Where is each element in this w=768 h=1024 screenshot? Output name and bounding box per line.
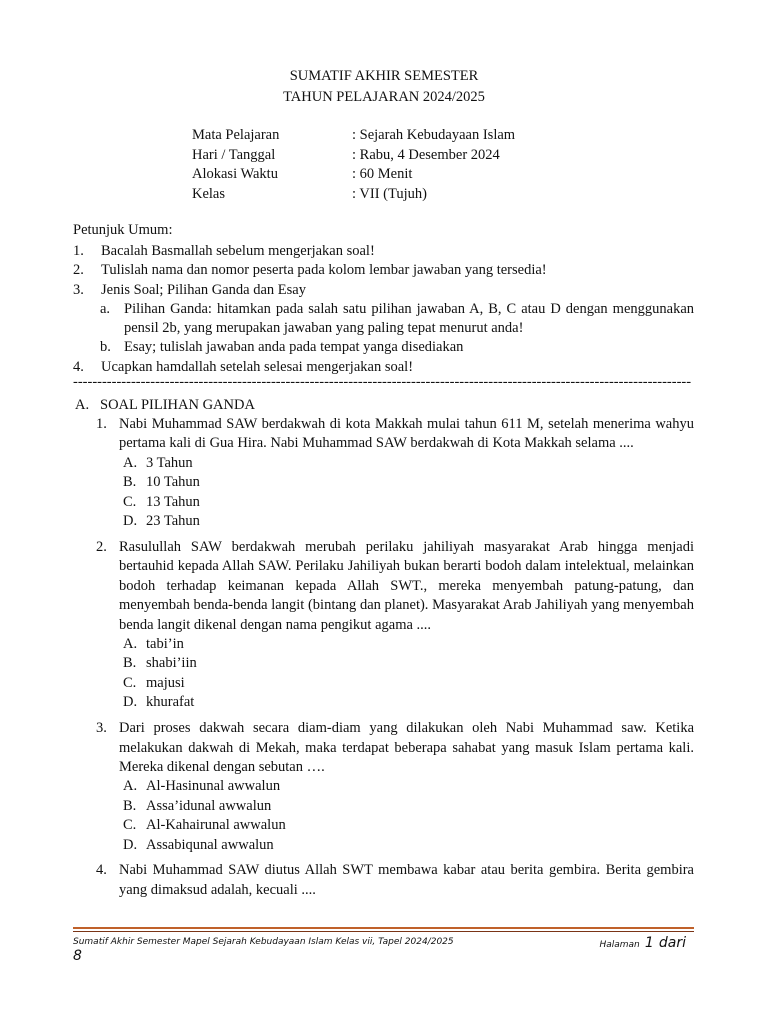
info-label: Alokasi Waktu	[192, 166, 278, 183]
option-item	[119, 512, 694, 531]
info-value: : VII (Tujuh)	[352, 185, 427, 202]
option-letter: D.	[123, 836, 138, 853]
instruction-text: Jenis Soal; Pilihan Ganda dan Esay	[101, 281, 306, 298]
question-text: Dari proses dakwah secara diam-diam yang dilakukan oleh Nabi Muhammad saw. Ketika melakukan dakwah di Mekah, maka terdapat beberapa sahabat yang masuk Islam pertama kali. Mereka dikenal dengan sebutan ….	[119, 720, 694, 775]
instruction-text: Ucapkan hamdallah setelah selesai mengerjakan soal!	[101, 358, 414, 375]
option-text: tabi’in	[146, 635, 184, 652]
info-row-date	[192, 146, 515, 166]
option-item	[119, 693, 694, 712]
info-row-subject	[192, 126, 515, 146]
academic-year-title: TAHUN PELAJARAN 2024/2025	[283, 89, 485, 105]
instructions-list	[73, 242, 694, 377]
info-value: : Rabu, 4 Desember 2024	[352, 146, 500, 163]
option-item	[119, 816, 694, 835]
instruction-subitem-letter: a.	[100, 300, 111, 317]
page-total: 8	[73, 948, 82, 964]
question-number: 1.	[96, 416, 107, 432]
option-text: majusi	[146, 674, 185, 691]
option-letter: A.	[123, 778, 138, 795]
option-item	[119, 836, 694, 855]
question-item	[96, 538, 694, 713]
instruction-subitem	[73, 338, 694, 357]
option-text: Assa’idunal awwalun	[146, 797, 272, 814]
option-letter: B.	[123, 797, 137, 814]
option-item	[119, 473, 694, 492]
instruction-item	[73, 242, 694, 261]
question-number: 3.	[96, 720, 107, 737]
option-text: 23 Tahun	[146, 513, 200, 530]
option-text: Assabiqunal awwalun	[146, 836, 274, 853]
footer-rule-top	[73, 927, 694, 929]
option-text: 3 Tahun	[146, 454, 193, 471]
option-letter: A.	[123, 635, 138, 652]
option-letter: A.	[123, 454, 138, 471]
option-text: shabi’iin	[146, 655, 197, 672]
info-value: : 60 Menit	[352, 166, 413, 183]
instruction-subitem-text: Pilihan Ganda: hitamkan pada salah satu pilihan jawaban A, B, C atau D dengan menggunakan pensil 2b, yang merupakan jawaban yang paling tepat menurut anda!	[124, 300, 694, 337]
dashed-divider: --------------------------------------------------------------------------------------------------------------------------------	[73, 376, 692, 388]
page-label: Halaman	[599, 940, 640, 950]
instruction-text: Bacalah Basmallah sebelum mengerjakan soal!	[101, 243, 375, 259]
question-item	[96, 719, 694, 855]
instruction-item	[73, 281, 694, 300]
instruction-number: 3.	[73, 281, 84, 298]
option-item	[119, 493, 694, 512]
instruction-item	[73, 261, 694, 280]
section-heading	[75, 397, 255, 414]
section-title: SOAL PILIHAN GANDA	[100, 397, 255, 413]
instruction-subitem	[73, 300, 694, 339]
info-row-class	[192, 185, 515, 205]
question-number: 2.	[96, 538, 107, 555]
option-item	[119, 777, 694, 796]
option-letter: C.	[123, 493, 137, 510]
option-item	[119, 674, 694, 693]
page-current: 1	[644, 935, 654, 951]
option-item	[119, 797, 694, 816]
option-letter: B.	[123, 474, 137, 491]
instruction-subitem-text: Esay; tulislah jawaban anda pada tempat yanga disediakan	[124, 339, 464, 356]
page-number	[599, 932, 686, 951]
page-of-label: dari	[658, 935, 686, 951]
info-value: : Sejarah Kebudayaan Islam	[352, 127, 516, 143]
instruction-text: Tulislah nama dan nomor peserta pada kolom lembar jawaban yang tersedia!	[101, 262, 547, 279]
option-letter: C.	[123, 674, 137, 691]
question-number: 4.	[96, 862, 107, 879]
option-item	[119, 454, 694, 473]
question-item	[96, 415, 694, 531]
instruction-subitem-letter: b.	[100, 339, 111, 356]
question-item	[96, 861, 694, 900]
option-letter: D.	[123, 694, 138, 711]
instruction-number: 4.	[73, 358, 84, 375]
instructions-title: Petunjuk Umum:	[73, 222, 173, 238]
option-text: Al-Kahairunal awwalun	[146, 817, 286, 834]
instruction-item	[73, 358, 694, 377]
info-label: Kelas	[192, 185, 226, 202]
exam-info-table	[192, 126, 515, 204]
question-text: Nabi Muhammad SAW diutus Allah SWT membawa kabar atau berita gembira. Berita gembira yang dimaksud adalah, kecuali ....	[119, 862, 694, 898]
question-text: Rasulullah SAW berdakwah merubah perilaku jahiliyah masyarakat Arab hingga menjadi bertauhid kepada Allah SAW. Perilaku Jahiliyah bukan berarti bodoh dalam intelektual, melainkan bodoh terhadap keimanan kepada Allah SWT., mereka menyembah patung-patung, dan menyembah benda-benda langit (bintang dan planet). Masyarakat Arab Jahiliyah yang menyembah benda langit dikenal dengan nama pengikut agama ....	[119, 538, 694, 633]
option-text: 13 Tahun	[146, 493, 200, 510]
option-letter: D.	[123, 513, 138, 530]
info-label: Mata Pelajaran	[192, 127, 280, 143]
option-text: 10 Tahun	[146, 474, 200, 491]
question-list	[96, 415, 694, 907]
option-text: Al-Hasinunal awwalun	[146, 778, 281, 795]
section-letter: A.	[75, 397, 90, 413]
option-item	[119, 654, 694, 673]
info-row-duration	[192, 165, 515, 185]
instruction-number: 2.	[73, 262, 84, 279]
instruction-number: 1.	[73, 243, 84, 259]
question-text: Nabi Muhammad SAW berdakwah di kota Makkah mulai tahun 611 M, setelah menerima wahyu pertama kali di Gua Hira. Nabi Muhammad SAW berdakwah di Kota Makkah selama ....	[119, 416, 694, 452]
exam-title: SUMATIF AKHIR SEMESTER	[289, 68, 479, 84]
option-text: khurafat	[146, 694, 195, 711]
option-letter: C.	[123, 817, 137, 834]
footer-caption: Sumatif Akhir Semester Mapel Sejarah Kebudayaan Islam Kelas vii, Tapel 2024/2025	[73, 937, 454, 947]
option-letter: B.	[123, 655, 137, 672]
info-label: Hari / Tanggal	[192, 146, 276, 163]
option-item	[119, 635, 694, 654]
